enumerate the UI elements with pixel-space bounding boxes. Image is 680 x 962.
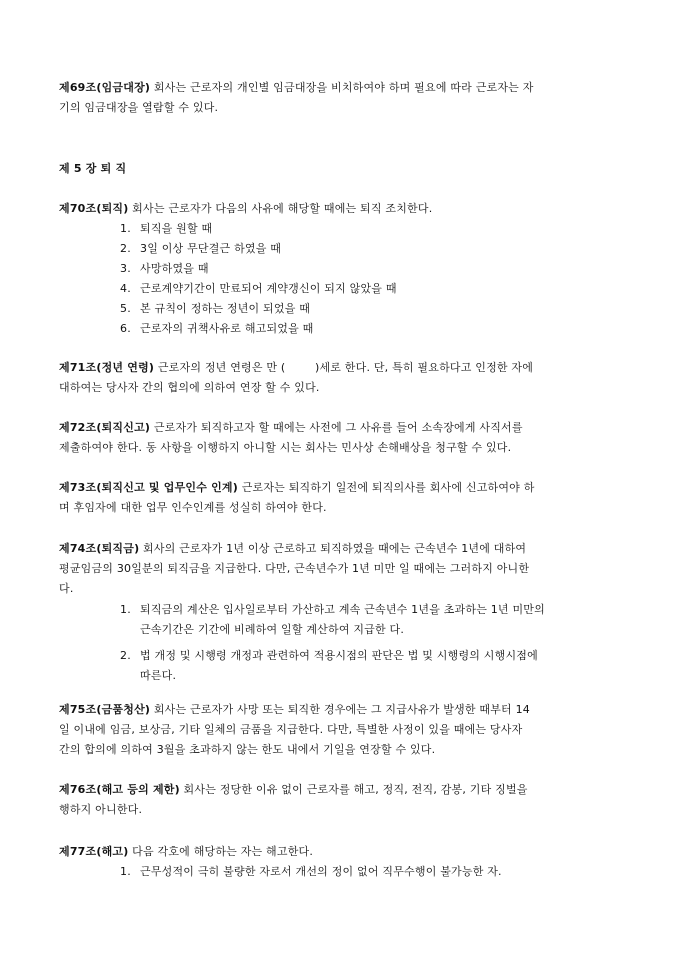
article-73-line-1: 근로자는 퇴직하기 일전에 퇴직의사를 회사에 신고하여야 하: [238, 481, 535, 494]
article-70-title: 제70조(퇴직): [59, 202, 129, 215]
list-item: 1. 근무성적이 극히 불량한 자로서 개선의 정이 없어 직무수행이 불가능한 자.: [120, 865, 502, 878]
article-75-line-2: 일 이내에 임금, 보상금, 기타 일체의 금품을 지급한다. 다만, 특별한 사정이 있을 때에는 당사자: [59, 723, 523, 736]
article-73-line-2: 며 후임자에 대한 업무 인수인계를 성실히 하여야 한다.: [59, 501, 327, 514]
article-70-text: 회사는 근로자가 다음의 사유에 해당할 때에는 퇴직 조치한다.: [128, 202, 433, 215]
article-74-line-1: 회사의 근로자가 1년 이상 근로하고 퇴직하였을 때에는 근속년수 1년에 대하여: [139, 542, 527, 555]
article-69-line-1: 회사는 근로자의 개인별 임금대장을 비치하여야 하며 필요에 따라 근로자는 자: [150, 81, 534, 94]
list-item: 5. 본 규칙이 정하는 정년이 되었을 때: [120, 302, 311, 315]
article-77: [59, 842, 623, 862]
article-72-line-1: 근로자가 퇴직하고자 할 때에는 사전에 그 사유를 들어 소속장에게 사직서를: [150, 421, 523, 434]
article-69-line-2: 기의 임금대장을 열람할 수 있다.: [59, 101, 219, 114]
list-item: 3. 사망하였을 때: [120, 262, 209, 275]
article-74-list: [120, 600, 623, 692]
article-75: [59, 700, 623, 760]
article-70: [59, 199, 623, 219]
article-77-title: 제77조(해고): [59, 845, 129, 858]
article-73: [59, 478, 623, 518]
list-item: 2. 법 개정 및 시행령 개정과 관련하여 적용시점의 판단은 법 및 시행령의 시행시점에 따른다.: [120, 649, 538, 682]
article-71-title: 제71조(정년 연령): [59, 361, 155, 374]
article-75-title: 제75조(금품청산): [59, 703, 151, 716]
article-69: [59, 78, 623, 118]
list-item: 1. 퇴직을 원할 때: [120, 222, 213, 235]
article-77-list: [120, 862, 502, 882]
article-73-title: 제73조(퇴직신고 및 업무인수 인계): [59, 481, 238, 494]
article-76-line-2: 행하지 아니한다.: [59, 803, 143, 816]
chapter-5-heading: 제 5 장 퇴 직: [59, 162, 127, 175]
article-76-title: 제76조(해고 등의 제한): [59, 783, 180, 796]
article-76: [59, 780, 623, 820]
article-72-line-2: 제출하여야 한다. 동 사항을 이행하지 아니할 시는 회사는 민사상 손해배상을 청구할 수 있다.: [59, 441, 512, 454]
article-72-title: 제72조(퇴직신고): [59, 421, 151, 434]
list-item: 1. 퇴직금의 계산은 입사일로부터 가산하고 계속 근속년수 1년을 초과하는 1년 미만의 근속기간은 기간에 비례하여 일할 계산하여 지급한 다.: [120, 603, 545, 636]
article-71-line-2: 대하여는 당사자 간의 협의에 의하여 연장 할 수 있다.: [59, 381, 320, 394]
article-70-list: [120, 219, 397, 339]
article-71: [59, 358, 623, 398]
article-74: [59, 539, 623, 599]
article-76-line-1: 회사는 정당한 이유 없이 근로자를 해고, 정직, 전직, 감봉, 기타 징벌을: [179, 783, 528, 796]
article-75-line-3: 간의 합의에 의하여 3월을 초과하지 않는 한도 내에서 기일을 연장할 수 있다.: [59, 743, 436, 756]
article-74-title: 제74조(퇴직금): [59, 542, 140, 555]
article-69-title: 제69조(임금대장): [59, 81, 151, 94]
list-item: 6. 근로자의 귀책사유로 해고되었을 때: [120, 322, 314, 335]
article-74-line-2: 평균임금의 30일분의 퇴직금을 지급한다. 다만, 근속년수가 1년 미만 일 때에는 그러하지 아니한: [59, 562, 530, 575]
article-77-text: 다음 각호에 해당하는 자는 해고한다.: [128, 845, 314, 858]
article-71-line-1: 근로자의 정년 연령은 만 ( )세로 한다. 단, 특히 필요하다고 인정한 자에: [154, 361, 534, 374]
article-75-line-1: 회사는 근로자가 사망 또는 퇴직한 경우에는 그 지급사유가 발생한 때부터 14: [150, 703, 530, 716]
article-72: [59, 418, 623, 458]
article-74-line-3: 다.: [59, 582, 74, 595]
list-item: 2. 3일 이상 무단결근 하였을 때: [120, 242, 282, 255]
list-item: 4. 근로계약기간이 만료되어 계약갱신이 되지 않았을 때: [120, 282, 397, 295]
